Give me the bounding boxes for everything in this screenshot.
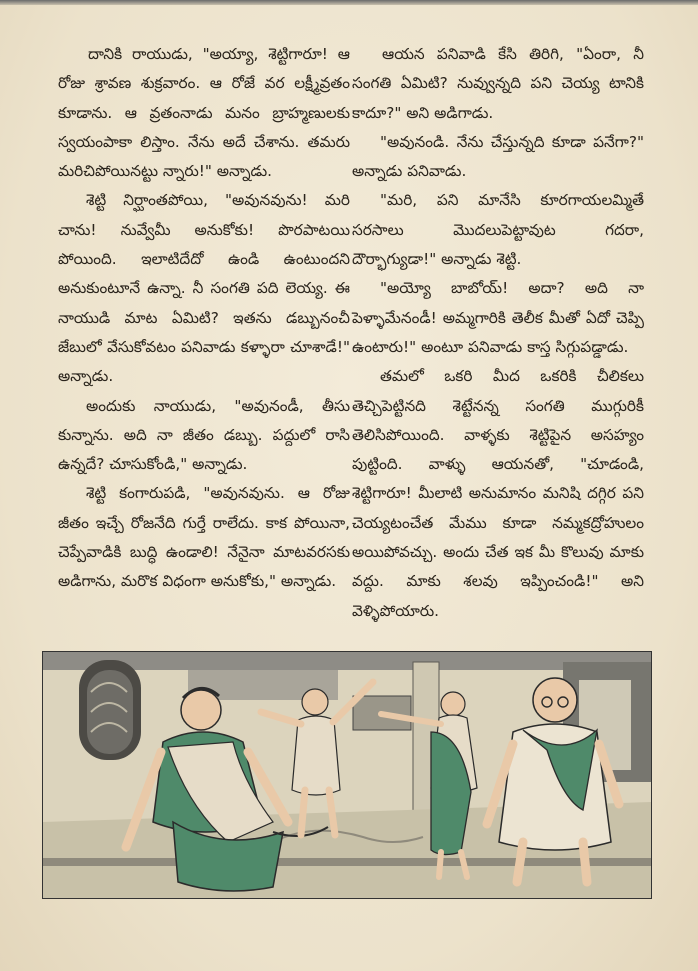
right-text-column <box>352 40 644 626</box>
right-paragraph-1: ఆయన పనివాడి కేసి తిరిగి, "ఏంరా, నీ సంగతి ఏమిటి? నువ్వున్నది పని చెయ్య టానికి కాదూ?" అని అడిగాడు. <box>352 45 644 122</box>
floor-step <box>43 858 651 866</box>
story-illustration <box>42 651 652 899</box>
left-paragraph-3: అందుకు నాయుడు, "అవునండీ, తీసు కున్నాను. అది నా జీతం డబ్బు. పద్దులో రాసి ఉన్నదే? చూసుకోండి," అన్నాడు. <box>58 396 350 474</box>
illustration-drawing <box>43 652 651 898</box>
left-text-column <box>58 40 350 597</box>
right-paragraph-4: "అయ్యో బాబోయ్! అదా? అది నా పెళ్ళామేనండీ! అమ్మగారికి తెలీక మీతో ఏదో చెప్పి ఉంటారు!" అంటూ పనివాడు కాస్త సిగ్గుపడ్డాడు. <box>352 279 644 356</box>
ceiling-beam <box>43 652 651 670</box>
right-paragraph-3: "మరి, పని మానేసి కూరగాయలమ్మితే సరసాలు మొదలుపెట్టావుట గదరా, దౌర్భాగ్యుడా!" అన్నాడు శెట్టి. <box>352 191 644 269</box>
right-paragraph-5: తమలో ఒకరి మీద ఒకరికి చీలికలు తెచ్చిపెట్టినది శెట్టేనన్న సంగతి ముగ్గురికీ తెలిసిపోయింది. వాళ్ళకు శెట్టిపైన అసహ్యం పుట్టింది. వాళ్ళు ఆయనతో, "చూడండి, శెట్టిగారూ! మీలాటి అనుమానం మనిషి దగ్గిర పని చెయ్యటంచేత మేము కూడా నమ్మకద్రోహులం అయిపోవచ్చు. అందు చేత ఇక మీ కొలువు మాకు వద్దు. మాకు శలవు ఇప్పించండి!" అని వెళ్ళిపోయారు. <box>352 367 644 620</box>
right-paragraph-2: "అవునండి. నేను చేస్తున్నది కూడా పనేగా?" అన్నాడు పనివాడు. <box>352 132 644 181</box>
left-paragraph-4: శెట్టి కంగారుపడి, "అవునవును. ఆ రోజు జీతం ఇచ్చే రోజనేది గుర్తే రాలేదు. కాక పోయినా, చెప్పేవాడికి బుద్ధి ఉండాలి! నేనైనా మాటవరసకు అడిగాను, మరొక విధంగా అనుకోకు," అన్నాడు. <box>58 484 350 591</box>
left-paragraph-1: దానికి రాయుడు, "అయ్యా, శెట్టిగారూ! ఆ రోజు శ్రావణ శుక్రవారం. ఆ రోజే వర లక్ష్మీవ్రతం కూడాను. ఆ వ్రతంనాడు మనం బ్రాహ్మణులకు స్వయంపాకా లిస్తాం. నేను అదే చేశాను. తమరు మరిచిపోయినట్టు న్నారు!" అన్నాడు. <box>58 45 350 181</box>
left-paragraph-2: శెట్టి నిర్ఘాంతపోయి, "అవునవును! మరి చాను! నువ్వేమీ అనుకోకు! పొరపాటయి పోయింది. ఇలాటిదేదో ఉండి ఉంటుందని అనుకుంటూనే ఉన్నా. నీ సంగతి పది లెయ్య. ఈ నాయుడి మాట ఏమిటి? ఇతను డబ్బునంచీ జేబులో వేసుకోవటం పనివాడు కళ్ళారా చూశాడే!" అన్నాడు. <box>58 191 350 386</box>
top-edge-line <box>0 0 698 5</box>
